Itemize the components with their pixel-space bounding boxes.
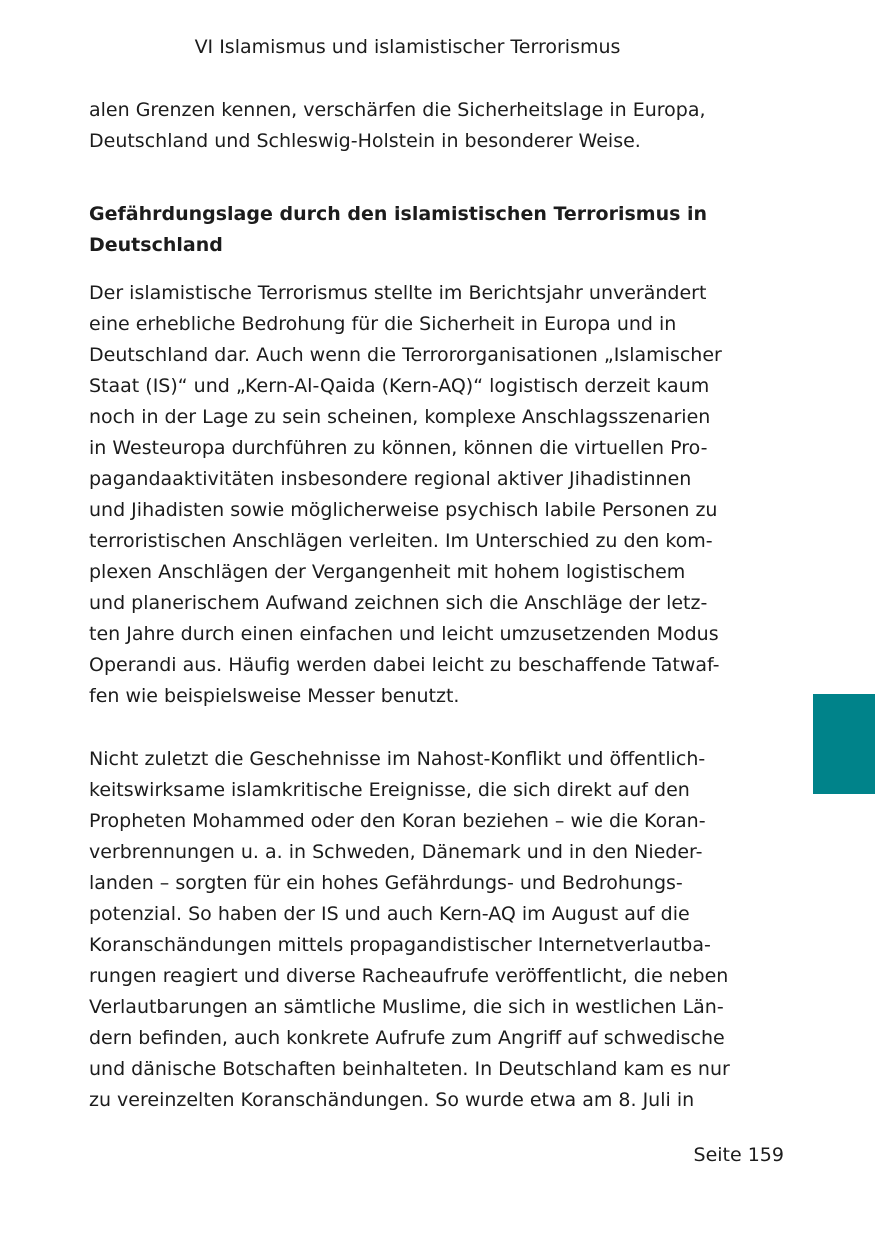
text-line: pagandaaktivitäten insbesondere regional aktiver Jihadistinnen xyxy=(89,468,692,490)
page-content xyxy=(89,95,729,1116)
text-line: potenzial. So haben der IS und auch Kern-AQ im August auf die xyxy=(89,903,690,925)
text-line: landen – sorgten für ein hohes Gefährdungs- und Bedrohungs- xyxy=(89,872,683,894)
text-line: Koranschändungen mittels propagandistischer Internetverlautba- xyxy=(89,934,711,956)
text-line: Der islamistische Terrorismus stellte im Berichtsjahr unverändert xyxy=(89,282,707,304)
text-line: keitswirksame islamkritische Ereignisse, die sich direkt auf den xyxy=(89,779,690,801)
text-line: Propheten Mohammed oder den Koran beziehen – wie die Koran- xyxy=(89,810,706,832)
text-line: zu vereinzelten Koranschändungen. So wurde etwa am 8. Juli in xyxy=(89,1089,695,1111)
text-line: dern befinden, auch konkrete Aufrufe zum Angriff auf schwedische xyxy=(89,1027,725,1049)
heading-line: Deutschland xyxy=(89,234,223,256)
text-line: und planerischem Aufwand zeichnen sich die Anschläge der letz- xyxy=(89,592,708,614)
text-line: und Jihadisten sowie möglicherweise psychisch labile Personen zu xyxy=(89,499,718,521)
text-line: Deutschland dar. Auch wenn die Terrororganisationen „Islamischer xyxy=(89,344,722,366)
text-line: fen wie beispielsweise Messer benutzt. xyxy=(89,685,460,707)
running-header: VI Islamismus und islamistischer Terrorismus xyxy=(194,36,621,58)
heading-line: Gefährdungslage durch den islamistischen Terrorismus in xyxy=(89,203,708,225)
body-paragraph-2 xyxy=(89,744,729,1116)
intro-paragraph xyxy=(89,95,729,157)
section-heading xyxy=(89,199,729,261)
text-line: verbrennungen u. a. in Schweden, Dänemark und in den Nieder- xyxy=(89,841,703,863)
text-line: Staat (IS)“ und „Kern-Al-Qaida (Kern-AQ)“ logistisch derzeit kaum xyxy=(89,375,710,397)
text-line: alen Grenzen kennen, verschärfen die Sicherheitslage in Europa, xyxy=(89,99,706,121)
chapter-tab-marker xyxy=(813,694,875,794)
text-line: eine erhebliche Bedrohung für die Sicherheit in Europa und in xyxy=(89,313,677,335)
text-line: ten Jahre durch einen einfachen und leicht umzusetzenden Modus xyxy=(89,623,719,645)
text-line: Nicht zuletzt die Geschehnisse im Nahost-Konflikt und öffentlich- xyxy=(89,748,706,770)
text-line: rungen reagiert und diverse Racheaufrufe veröffentlicht, die neben xyxy=(89,965,729,987)
text-line: Deutschland und Schleswig-Holstein in besonderer Weise. xyxy=(89,130,641,152)
text-line: Operandi aus. Häufig werden dabei leicht zu beschaffende Tatwaf- xyxy=(89,654,720,676)
text-line: plexen Anschlägen der Vergangenheit mit hohem logistischem xyxy=(89,561,686,583)
text-line: und dänische Botschaften beinhalteten. In Deutschland kam es nur xyxy=(89,1058,730,1080)
text-line: terroristischen Anschlägen verleiten. Im Unterschied zu den kom- xyxy=(89,530,713,552)
text-line: in Westeuropa durchführen zu können, können die virtuellen Pro- xyxy=(89,437,708,459)
text-line: noch in der Lage zu sein scheinen, komplexe Anschlagsszenarien xyxy=(89,406,711,428)
body-paragraph-1 xyxy=(89,278,729,712)
text-line: Verlautbarungen an sämtliche Muslime, die sich in westlichen Län- xyxy=(89,996,724,1018)
page-number: Seite 159 xyxy=(693,1144,784,1166)
